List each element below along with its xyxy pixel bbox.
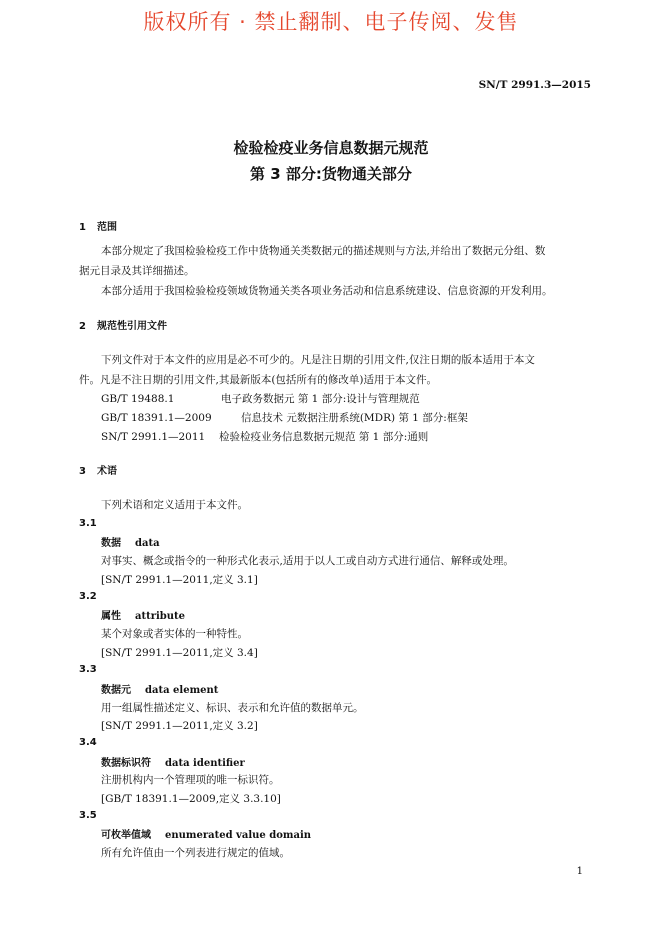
- term-source: [SN/T 2991.1—2011,定义 3.2]: [101, 720, 258, 732]
- term-en: data: [135, 538, 160, 549]
- reference-code: GB/T 18391.1—2009: [101, 412, 212, 424]
- term-heading: [101, 826, 311, 841]
- reference-code: GB/T 19488.1: [101, 393, 175, 405]
- section-heading-scope: [79, 218, 117, 233]
- term-definition: 注册机构内一个管理项的唯一标识符。: [101, 774, 280, 786]
- section-number: 2: [79, 321, 86, 332]
- term-number: 3.4: [79, 737, 97, 748]
- term-source: [SN/T 2991.1—2011,定义 3.4]: [101, 647, 258, 659]
- term-zh: 数据标识符: [101, 758, 151, 769]
- page-number: 1: [576, 866, 583, 877]
- paragraph: 本部分规定了我国检验检疫工作中货物通关类数据元的描述规则与方法,并给出了数据元分组、数: [101, 245, 546, 257]
- section-number: 1: [79, 222, 86, 233]
- section-title: 范围: [97, 222, 117, 233]
- term-source: [GB/T 18391.1—2009,定义 3.3.10]: [101, 793, 281, 805]
- document-number: SN/T 2991.3—2015: [478, 79, 591, 91]
- term-definition: 对事实、概念或指令的一种形式化表示,适用于以人工或自动方式进行通信、解释或处理。: [101, 555, 514, 567]
- term-heading: [101, 534, 160, 549]
- reference-title: 信息技术 元数据注册系统(MDR) 第 1 部分:框架: [241, 412, 468, 424]
- paragraph: 本部分适用于我国检验检疫领域货物通关类各项业务活动和信息系统建设、信息资源的开发利用。: [101, 285, 553, 297]
- term-en: attribute: [135, 611, 186, 622]
- section-heading-terms: [79, 462, 117, 477]
- term-heading: [101, 607, 185, 622]
- section-title: 规范性引用文件: [97, 321, 167, 332]
- term-en: data element: [145, 685, 219, 696]
- section-heading-normative: [79, 317, 167, 332]
- term-source: [SN/T 2991.1—2011,定义 3.1]: [101, 574, 258, 586]
- section-number: 3: [79, 466, 86, 477]
- reference-item: [101, 429, 428, 444]
- reference-item: [101, 410, 468, 425]
- term-number: 3.1: [79, 518, 97, 529]
- term-en: enumerated value domain: [165, 830, 312, 841]
- term-definition: 某个对象或者实体的一种特性。: [101, 628, 248, 640]
- paragraph: 下列术语和定义适用于本文件。: [101, 499, 248, 511]
- section-title: 术语: [97, 466, 117, 477]
- copyright-watermark: 版权所有 · 禁止翻制、电子传阅、发售: [143, 10, 519, 34]
- term-zh: 数据: [101, 538, 121, 549]
- document-subtitle: 第 3 部分:货物通关部分: [250, 165, 412, 183]
- paragraph: 下列文件对于本文件的应用是必不可少的。凡是注日期的引用文件,仅注日期的版本适用于本文: [101, 354, 535, 366]
- term-number: 3.2: [79, 591, 97, 602]
- term-number: 3.3: [79, 664, 97, 675]
- paragraph: 件。凡是不注日期的引用文件,其最新版本(包括所有的修改单)适用于本文件。: [79, 374, 438, 386]
- term-zh: 可枚举值域: [101, 830, 151, 841]
- term-en: data identifier: [165, 758, 245, 769]
- term-zh: 数据元: [101, 685, 131, 696]
- reference-title: 检验检疫业务信息数据元规范 第 1 部分:通则: [219, 431, 429, 443]
- document-title: 检验检疫业务信息数据元规范: [233, 139, 429, 157]
- term-zh: 属性: [101, 611, 121, 622]
- term-definition: 所有允许值由一个列表进行规定的值域。: [101, 847, 290, 859]
- term-number: 3.5: [79, 810, 97, 821]
- reference-title: 电子政务数据元 第 1 部分:设计与管理规范: [221, 393, 420, 405]
- reference-item: [101, 391, 420, 406]
- term-heading: [101, 754, 245, 769]
- term-definition: 用一组属性描述定义、标识、表示和允许值的数据单元。: [101, 702, 364, 714]
- paragraph: 据元目录及其详细描述。: [79, 265, 195, 277]
- reference-code: SN/T 2991.1—2011: [101, 431, 206, 443]
- term-heading: [101, 681, 218, 696]
